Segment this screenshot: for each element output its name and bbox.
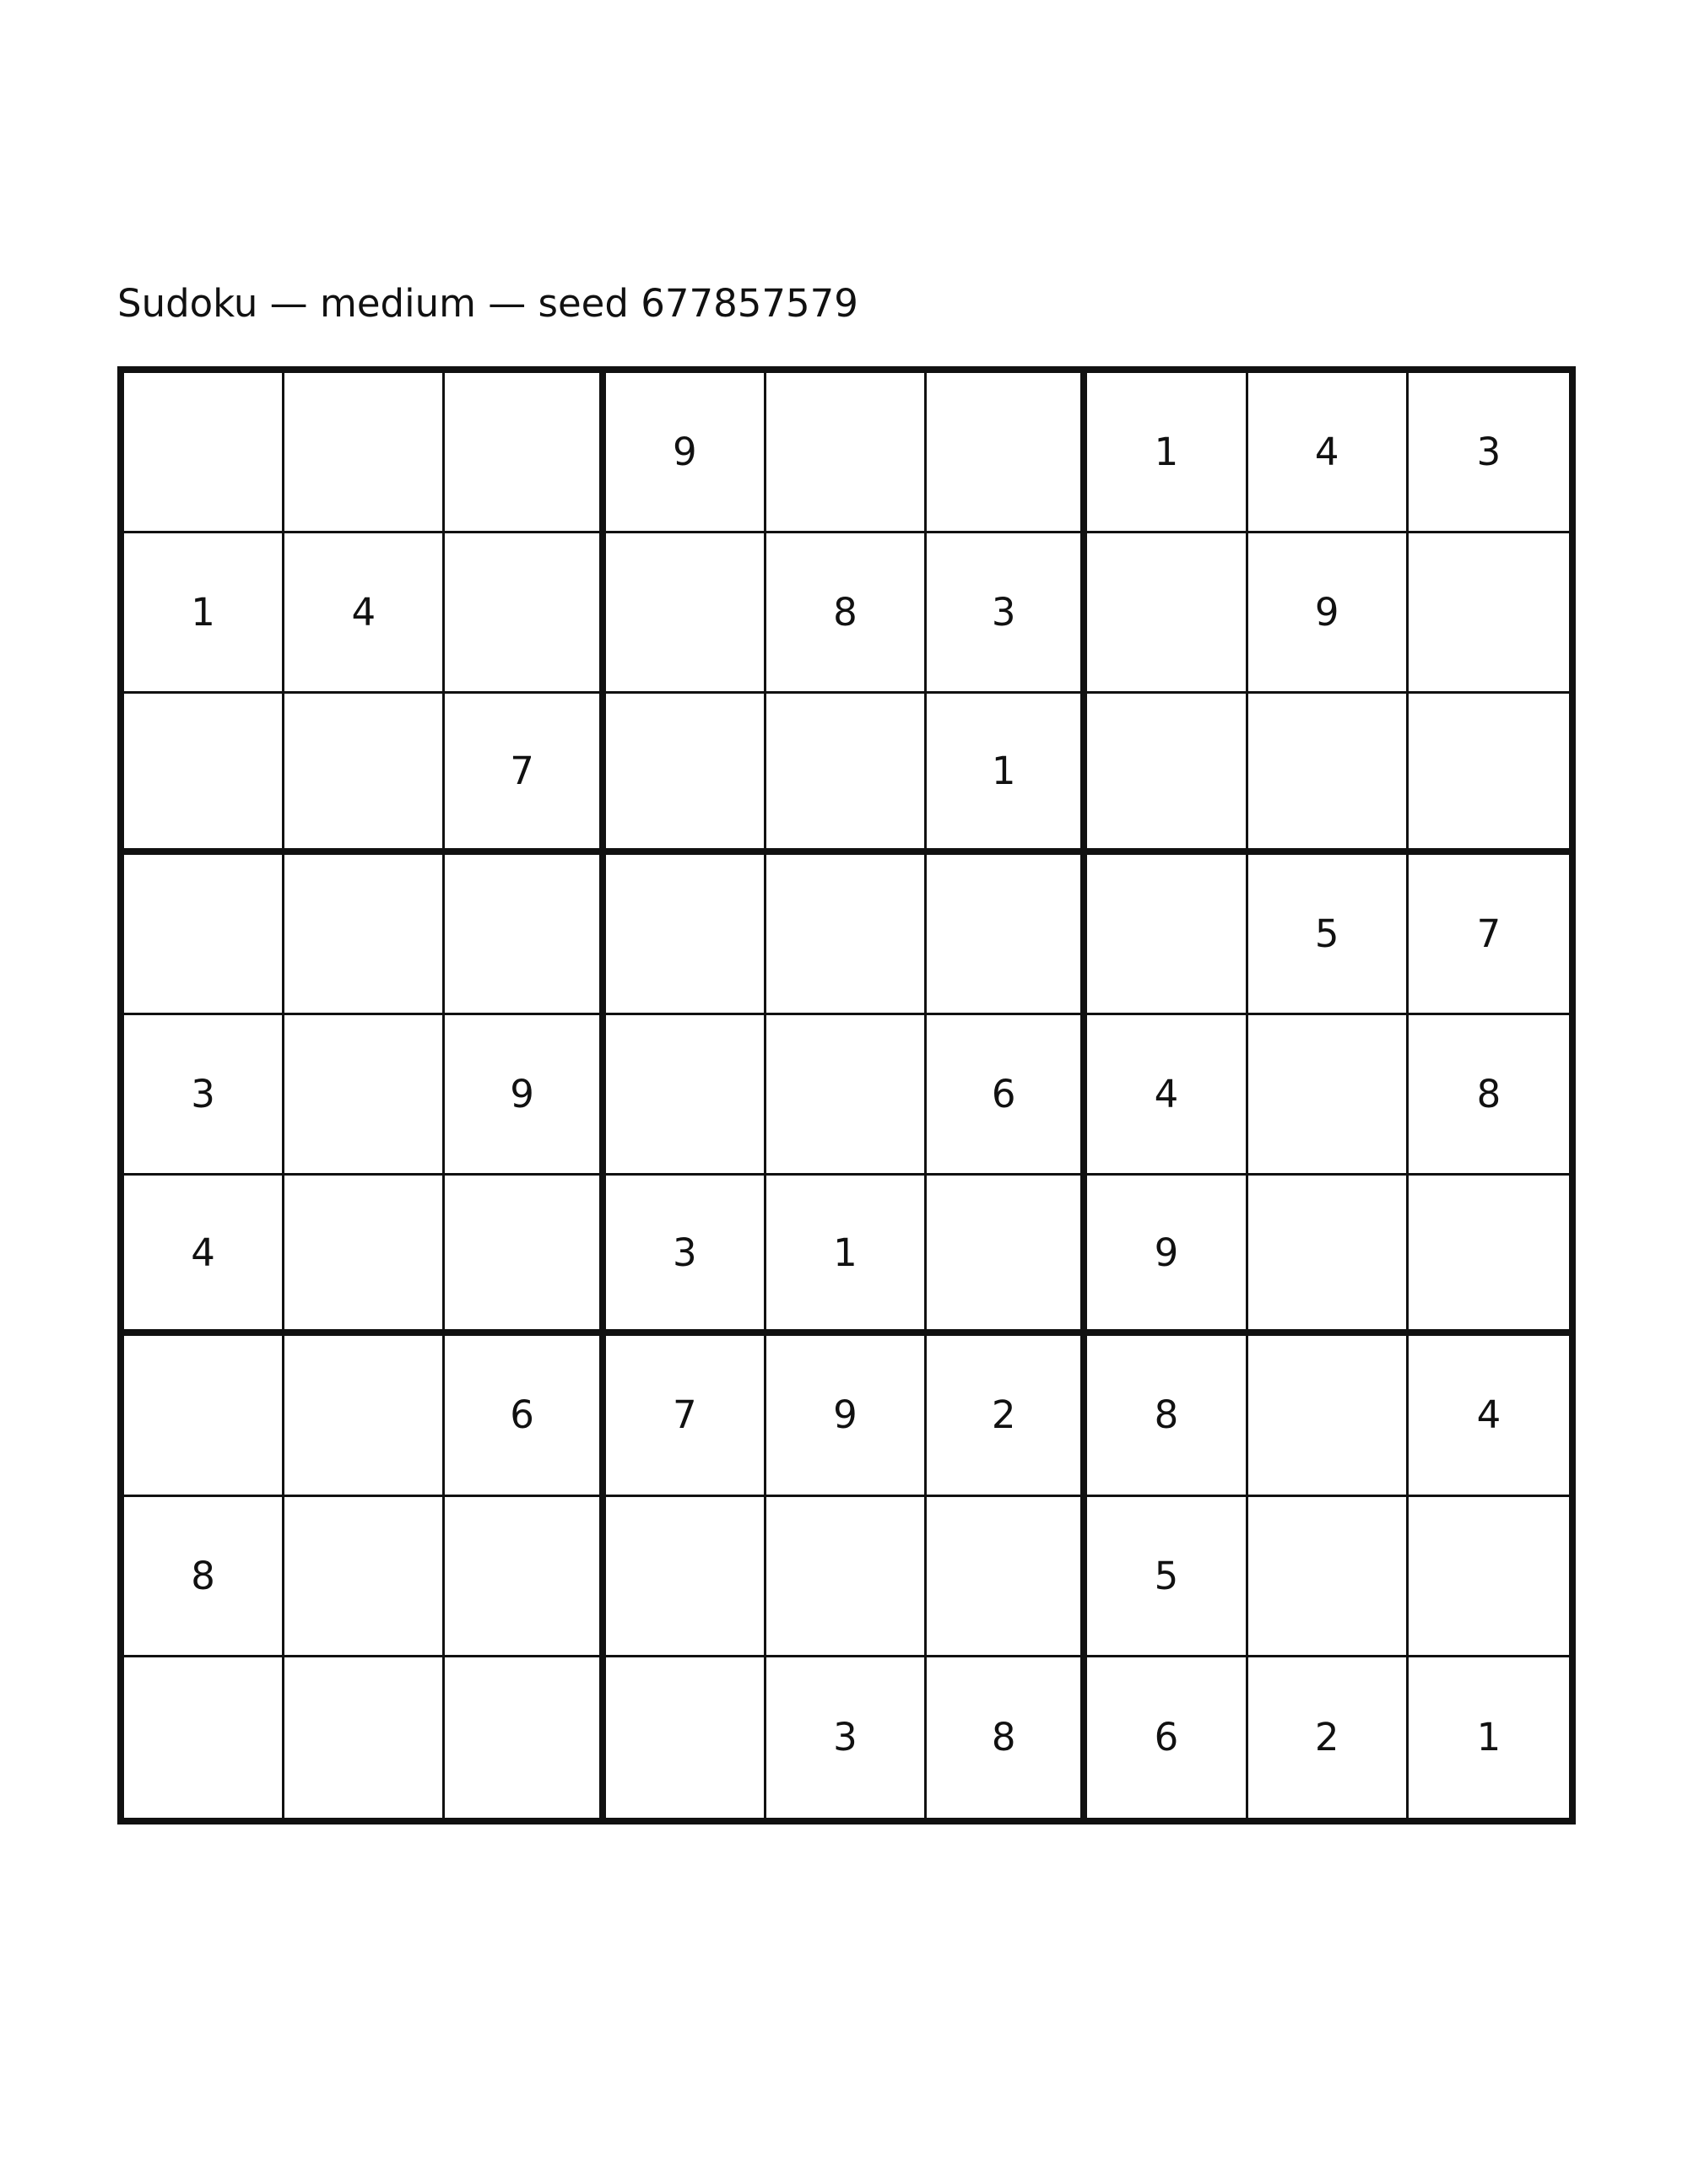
given-cell: 8 <box>766 533 927 694</box>
given-cell: 3 <box>606 1176 766 1336</box>
empty-cell[interactable] <box>766 1015 927 1176</box>
sudoku-grid <box>117 366 1576 1825</box>
empty-cell[interactable] <box>284 1497 445 1657</box>
empty-cell[interactable] <box>1087 533 1247 694</box>
given-cell: 5 <box>1087 1497 1247 1657</box>
empty-cell[interactable] <box>1248 1336 1409 1496</box>
given-cell: 7 <box>445 694 605 854</box>
empty-cell[interactable] <box>284 694 445 854</box>
empty-cell[interactable] <box>1087 855 1247 1015</box>
empty-cell[interactable] <box>606 694 766 854</box>
given-cell: 8 <box>927 1657 1087 1818</box>
empty-cell[interactable] <box>1087 694 1247 854</box>
empty-cell[interactable] <box>1409 1176 1569 1336</box>
given-cell: 1 <box>766 1176 927 1336</box>
empty-cell[interactable] <box>766 694 927 854</box>
empty-cell[interactable] <box>766 855 927 1015</box>
given-cell: 9 <box>766 1336 927 1496</box>
empty-cell[interactable] <box>606 1657 766 1818</box>
empty-cell[interactable] <box>927 1176 1087 1336</box>
given-cell: 3 <box>927 533 1087 694</box>
empty-cell[interactable] <box>1409 1497 1569 1657</box>
empty-cell[interactable] <box>606 533 766 694</box>
given-cell: 1 <box>927 694 1087 854</box>
puzzle-title: Sudoku — medium — seed 677857579 <box>117 281 858 326</box>
empty-cell[interactable] <box>766 373 927 533</box>
empty-cell[interactable] <box>284 1336 445 1496</box>
empty-cell[interactable] <box>124 694 284 854</box>
given-cell: 9 <box>606 373 766 533</box>
empty-cell[interactable] <box>606 1015 766 1176</box>
given-cell: 9 <box>445 1015 605 1176</box>
empty-cell[interactable] <box>927 1497 1087 1657</box>
given-cell: 7 <box>1409 855 1569 1015</box>
given-cell: 8 <box>1409 1015 1569 1176</box>
empty-cell[interactable] <box>284 855 445 1015</box>
empty-cell[interactable] <box>445 1176 605 1336</box>
given-cell: 9 <box>1248 533 1409 694</box>
given-cell: 1 <box>1409 1657 1569 1818</box>
given-cell: 9 <box>1087 1176 1247 1336</box>
given-cell: 6 <box>445 1336 605 1496</box>
empty-cell[interactable] <box>124 373 284 533</box>
empty-cell[interactable] <box>124 1336 284 1496</box>
given-cell: 4 <box>1087 1015 1247 1176</box>
empty-cell[interactable] <box>606 1497 766 1657</box>
given-cell: 4 <box>124 1176 284 1336</box>
empty-cell[interactable] <box>927 855 1087 1015</box>
empty-cell[interactable] <box>1248 694 1409 854</box>
empty-cell[interactable] <box>766 1497 927 1657</box>
given-cell: 7 <box>606 1336 766 1496</box>
given-cell: 2 <box>1248 1657 1409 1818</box>
given-cell: 8 <box>1087 1336 1247 1496</box>
given-cell: 6 <box>1087 1657 1247 1818</box>
empty-cell[interactable] <box>284 1015 445 1176</box>
empty-cell[interactable] <box>1248 1176 1409 1336</box>
empty-cell[interactable] <box>124 855 284 1015</box>
given-cell: 3 <box>124 1015 284 1176</box>
empty-cell[interactable] <box>1248 1015 1409 1176</box>
given-cell: 2 <box>927 1336 1087 1496</box>
empty-cell[interactable] <box>124 1657 284 1818</box>
given-cell: 1 <box>124 533 284 694</box>
empty-cell[interactable] <box>1248 1497 1409 1657</box>
empty-cell[interactable] <box>284 1176 445 1336</box>
given-cell: 3 <box>766 1657 927 1818</box>
empty-cell[interactable] <box>445 1497 605 1657</box>
empty-cell[interactable] <box>927 373 1087 533</box>
given-cell: 4 <box>284 533 445 694</box>
given-cell: 4 <box>1409 1336 1569 1496</box>
empty-cell[interactable] <box>606 855 766 1015</box>
given-cell: 6 <box>927 1015 1087 1176</box>
empty-cell[interactable] <box>284 1657 445 1818</box>
empty-cell[interactable] <box>284 373 445 533</box>
given-cell: 5 <box>1248 855 1409 1015</box>
empty-cell[interactable] <box>1409 694 1569 854</box>
empty-cell[interactable] <box>1409 533 1569 694</box>
given-cell: 4 <box>1248 373 1409 533</box>
given-cell: 1 <box>1087 373 1247 533</box>
empty-cell[interactable] <box>445 373 605 533</box>
empty-cell[interactable] <box>445 533 605 694</box>
given-cell: 3 <box>1409 373 1569 533</box>
empty-cell[interactable] <box>445 1657 605 1818</box>
empty-cell[interactable] <box>445 855 605 1015</box>
given-cell: 8 <box>124 1497 284 1657</box>
